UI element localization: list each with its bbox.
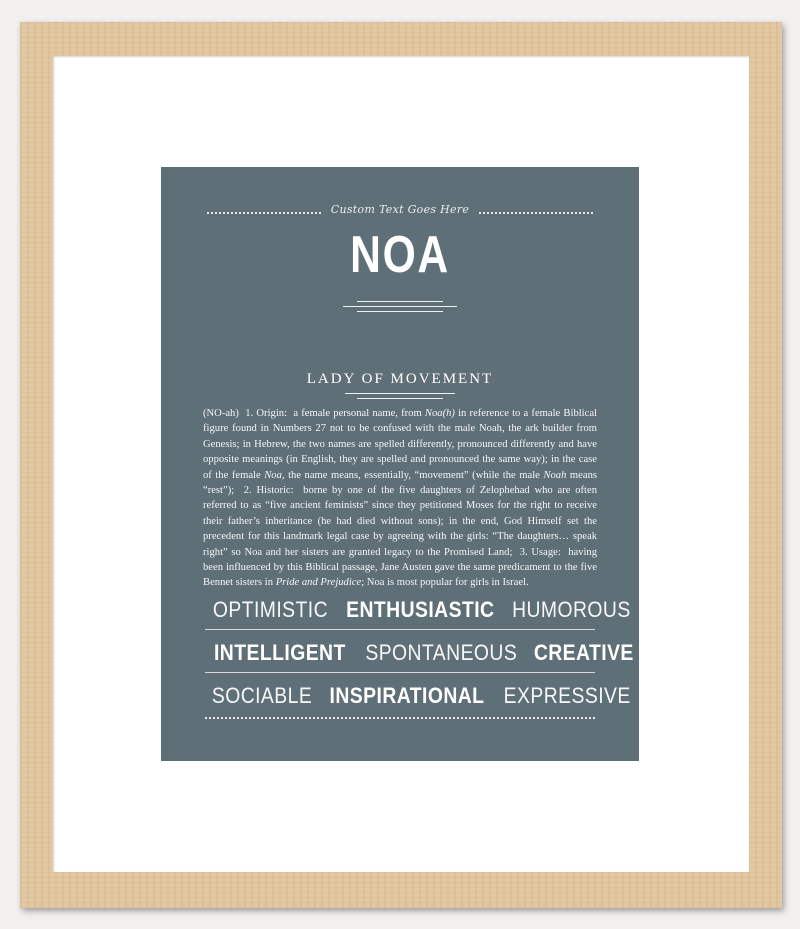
name-title: NOA: [350, 226, 450, 284]
name-meaning: LADY OF MOVEMENT: [306, 371, 494, 387]
traits-divider-1: [205, 629, 595, 630]
origin-text-c: , the name means, essentially, “movement” (while the male: [281, 469, 540, 481]
meaning-rule-long: [345, 393, 455, 394]
trait-word: INTELLIGENT: [213, 640, 346, 665]
traits-divider-2: [205, 672, 595, 673]
traits-row-1: [205, 593, 632, 623]
origin-label: 1. Origin:: [245, 408, 287, 419]
origin-text-d: means “rest”);: [203, 469, 597, 497]
meaning-rule-short: [357, 398, 443, 399]
title-rule-long: [343, 306, 457, 307]
trait-word: SPONTANEOUS: [365, 640, 517, 665]
usage-book-title: Pride and Prejudice: [275, 577, 362, 589]
historic-label: 2. Historic:: [243, 485, 294, 497]
origin-male-name: Noah: [543, 469, 567, 481]
white-mat: [53, 56, 749, 872]
trait-word: OPTIMISTIC: [212, 597, 329, 622]
origin-text-b: in reference to a female Biblical figure found in Numbers 27 not to be confused with the male Noah, the ark builder from Genesis; in Hebrew, the two names are spelled differently, pronounced differently and have opposite meanings (in English, they are spelled and pronounced the same way); in the case of the female: [203, 408, 597, 481]
trait-word: ENTHUSIASTIC: [346, 597, 495, 622]
pronunciation: (NO-ah): [203, 408, 239, 419]
usage-label: 3. Usage:: [519, 546, 561, 558]
traits-row-2: [205, 636, 635, 666]
origin-text-a: a female personal name, from: [293, 408, 422, 419]
usage-text-b: ; Noa is most popular for girls in Israel.: [361, 577, 529, 589]
traits-row-3: [205, 679, 631, 709]
trait-word: HUMOROUS: [512, 597, 632, 622]
name-meaning-print: [161, 167, 639, 761]
origin-name-variant: Noa(h): [424, 408, 455, 419]
title-rule-short-top: [357, 301, 443, 302]
trait-word: INSPIRATIONAL: [329, 683, 485, 708]
wooden-frame: [20, 22, 782, 908]
historic-text: borne by one of the five daughters of Zelophehad who are often referred to as “five ancient feminists” since they petitioned Moses for the right to receive their father’s inheritance (he had died without sons); in the end, God Himself set the precedent for this landmark legal case by agreeing with the girls: “The daughters… speak right” so Noa and her sisters are granted legacy to the Promised Land;: [203, 485, 598, 558]
trait-word: EXPRESSIVE: [503, 683, 631, 708]
title-rule-short-bottom: [357, 311, 443, 312]
dotted-line-bottom: [205, 717, 595, 719]
usage-text-a: having been influenced by this Biblical passage, Jane Austen gave the same predicament to the five Bennet sisters in: [203, 546, 598, 589]
trait-word: SOCIABLE: [211, 683, 313, 708]
custom-text: Custom Text Goes Here: [330, 203, 470, 216]
name-definition: [203, 406, 597, 591]
trait-word: CREATIVE: [534, 640, 635, 665]
origin-female-name: Noa: [264, 469, 282, 481]
